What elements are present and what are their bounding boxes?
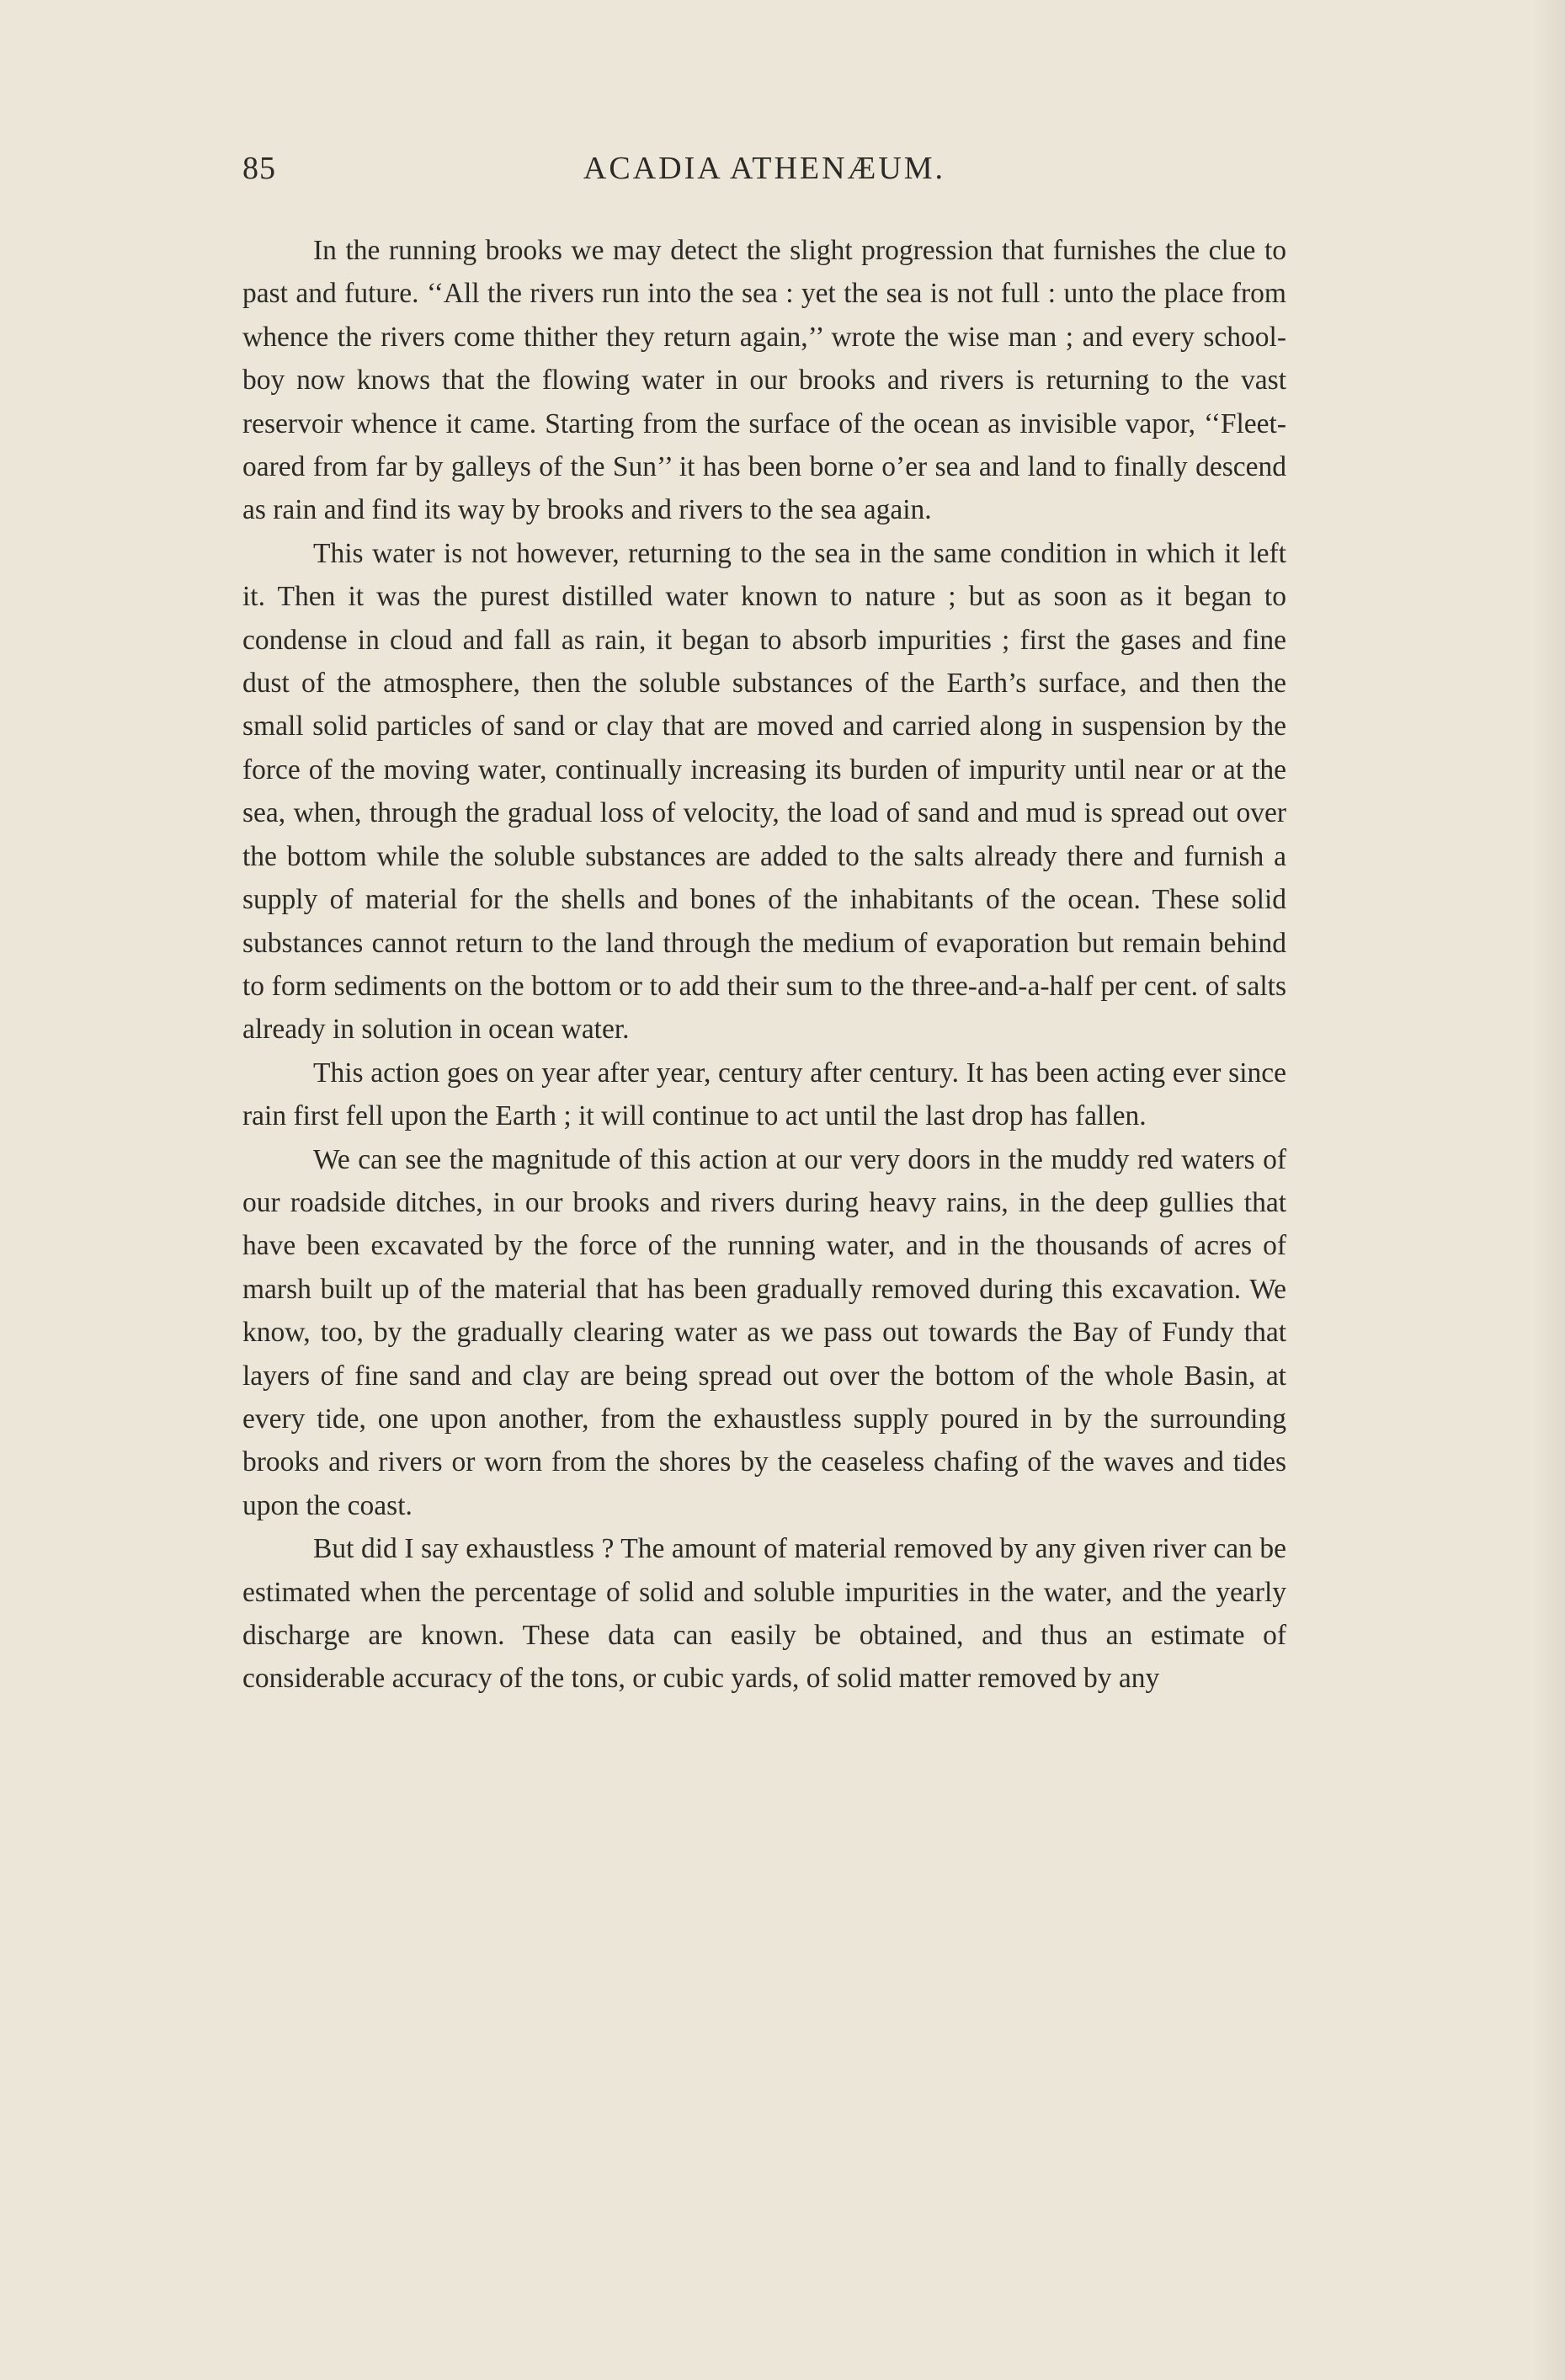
page-edge-shadow bbox=[1531, 0, 1565, 2380]
page-header bbox=[242, 150, 1286, 200]
paragraph: This water is not however, returning to the sea in the same condition in which it left it. Then it was the purest distilled water known to nature ; but as soon as it began to condense in cloud and fall as rain, it began to absorb impurities ; first the gases and fine dust of the atmosphere, then the soluble substances of the Earth’s surface, and then the small solid particles of sand or clay that are moved and carried along in suspension by the force of the moving water, continually increasing its burden of impurity until near or at the sea, when, through the gradual loss of velocity, the load of sand and mud is spread out over the bottom while the soluble substances are added to the salts already there and furnish a supply of material for the shells and bones of the inhabitants of the ocean. These solid substances cannot return to the land through the medium of evaporation but remain behind to form sediments on the bottom or to add their sum to the three-and-a-half per cent. of salts already in solution in ocean water. bbox=[242, 537, 1286, 1046]
article-body bbox=[242, 229, 1286, 1701]
running-head: ACADIA ATHENÆUM. bbox=[583, 151, 946, 186]
paragraph: But did I say exhaustless ? The amount of material removed by any given river can be estimated when the percentage of solid and soluble impurities in the water, and the yearly discharge are known. These data can easily be obtained, and thus an estimate of considerable accuracy of the tons, or cubic yards, of solid matter removed by any bbox=[242, 1533, 1286, 1695]
paragraph: This action goes on year after year, century after century. It has been acting ever since rain first fell upon the Earth ; it will continue to act until the last drop has fallen. bbox=[242, 1057, 1286, 1132]
paragraph: We can see the magnitude of this action at our very doors in the muddy red waters of our roadside ditches, in our brooks and rivers during heavy rains, in the deep gullies that have been excavated by the force of the running water, and in the thousands of acres of marsh built up of the material that has been gradually removed during this excavation. We know, too, by the gradually clearing water as we pass out towards the Bay of Fundy that layers of fine sand and clay are being spread out over the bottom of the whole Basin, at every tide, one upon another, from the exhaustless supply poured in by the surrounding brooks and rivers or worn from the shores by the ceaseless chafing of the waves and tides upon the coast. bbox=[242, 1143, 1286, 1521]
paragraph: In the running brooks we may detect the slight progression that furnishes the clue to past and future. ‘‘All the rivers run into the sea : yet the sea is not full : unto the place from whence the rivers come thither they return again,’’ wrote the wise man ; and every school-boy now knows that the flowing water in our brooks and rivers is returning to the vast reservoir whence it came. Starting from the surface of the ocean as invisible vapor, ‘‘Fleet-oared from far by galleys of the Sun’’ it has been borne o’er sea and land to finally descend as rain and find its way by brooks and rivers to the sea again. bbox=[242, 235, 1286, 526]
page-number: 85 bbox=[242, 151, 276, 186]
